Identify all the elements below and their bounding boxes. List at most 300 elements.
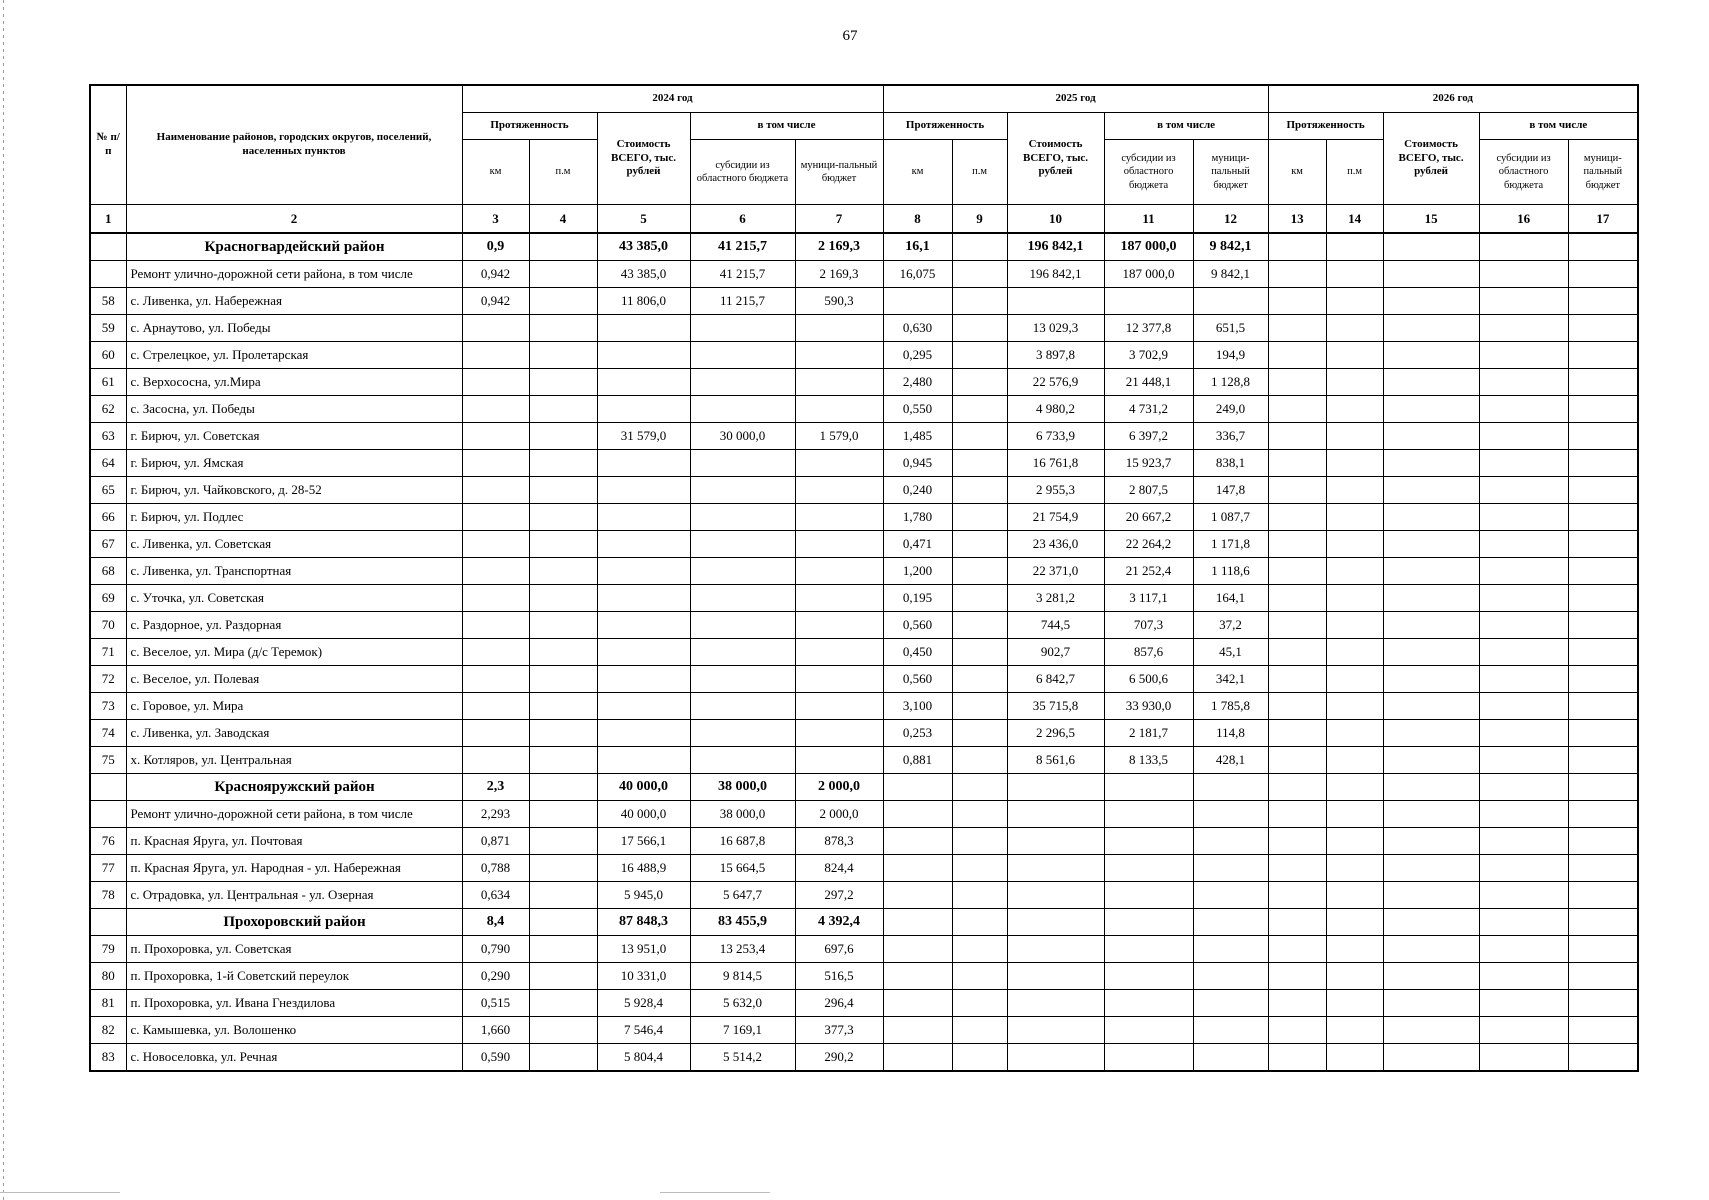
cell-value: 3,100 <box>883 693 952 720</box>
cell-value: 1,660 <box>462 1017 529 1044</box>
cell-value: 40 000,0 <box>597 801 690 828</box>
cell-value <box>795 612 883 639</box>
cell-value <box>1326 693 1383 720</box>
cell-value <box>1383 612 1479 639</box>
cell-value <box>529 720 597 747</box>
column-number: 11 <box>1104 205 1193 234</box>
cell-value <box>529 612 597 639</box>
cell-value <box>529 423 597 450</box>
cell-value: 824,4 <box>795 855 883 882</box>
row-name: Прохоровский район <box>126 909 462 936</box>
cell-value: 0,240 <box>883 477 952 504</box>
table-row <box>90 396 1638 423</box>
header-pm: п.м <box>529 140 597 205</box>
cell-value <box>597 558 690 585</box>
scan-artifact <box>660 1192 770 1193</box>
table-row <box>90 936 1638 963</box>
row-name: с. Арнаутово, ул. Победы <box>126 315 462 342</box>
cell-value <box>952 990 1007 1017</box>
cell-value <box>1479 233 1568 261</box>
row-number: 68 <box>90 558 126 585</box>
cell-value: 5 945,0 <box>597 882 690 909</box>
header-pm: п.м <box>1326 140 1383 205</box>
cell-value <box>883 855 952 882</box>
header-km: км <box>1268 140 1326 205</box>
cell-value <box>529 233 597 261</box>
cell-value <box>597 612 690 639</box>
cell-value <box>1007 990 1104 1017</box>
cell-value <box>690 693 795 720</box>
cell-value <box>1193 828 1268 855</box>
cell-value <box>1007 774 1104 801</box>
cell-value <box>1326 558 1383 585</box>
table-row <box>90 693 1638 720</box>
cell-value <box>1268 396 1326 423</box>
cell-value <box>1104 801 1193 828</box>
cell-value <box>1104 828 1193 855</box>
cell-value <box>1268 990 1326 1017</box>
cell-value <box>952 342 1007 369</box>
cell-value <box>690 342 795 369</box>
cell-value <box>795 720 883 747</box>
cell-value <box>795 693 883 720</box>
cell-value: 0,9 <box>462 233 529 261</box>
row-number: 81 <box>90 990 126 1017</box>
cell-value <box>1568 558 1638 585</box>
cell-value <box>462 504 529 531</box>
cell-value: 0,790 <box>462 936 529 963</box>
cell-value <box>529 747 597 774</box>
cell-value <box>1268 531 1326 558</box>
cell-value <box>1007 1044 1104 1072</box>
cell-value: 6 500,6 <box>1104 666 1193 693</box>
cell-value: 2,3 <box>462 774 529 801</box>
cell-value: 1 785,8 <box>1193 693 1268 720</box>
cell-value: 21 448,1 <box>1104 369 1193 396</box>
cell-value <box>952 233 1007 261</box>
road-repair-table <box>89 84 1639 1072</box>
row-name: с. Веселое, ул. Мира (д/с Теремок) <box>126 639 462 666</box>
cell-value: 33 930,0 <box>1104 693 1193 720</box>
header-length: Протяженность <box>883 113 1007 140</box>
cell-value <box>1326 261 1383 288</box>
cell-value <box>795 639 883 666</box>
cell-value: 2 296,5 <box>1007 720 1104 747</box>
cell-value <box>1193 936 1268 963</box>
cell-value <box>952 612 1007 639</box>
row-number: 64 <box>90 450 126 477</box>
cell-value: 2 169,3 <box>795 233 883 261</box>
cell-value <box>1193 990 1268 1017</box>
cell-value: 0,471 <box>883 531 952 558</box>
cell-value <box>597 477 690 504</box>
cell-value <box>952 720 1007 747</box>
cell-value <box>1268 450 1326 477</box>
header-year-2025: 2025 год <box>883 85 1268 113</box>
row-number: 67 <box>90 531 126 558</box>
row-number: 61 <box>90 369 126 396</box>
cell-value <box>1268 666 1326 693</box>
table-row <box>90 720 1638 747</box>
row-name: г. Бирюч, ул. Ямская <box>126 450 462 477</box>
cell-value: 0,253 <box>883 720 952 747</box>
cell-value <box>1193 963 1268 990</box>
cell-value <box>1383 1017 1479 1044</box>
cell-value <box>529 585 597 612</box>
cell-value <box>1268 855 1326 882</box>
cell-value <box>1007 855 1104 882</box>
cell-value: 3 702,9 <box>1104 342 1193 369</box>
cell-value <box>883 774 952 801</box>
header-km: км <box>462 140 529 205</box>
cell-value: 8 133,5 <box>1104 747 1193 774</box>
row-number <box>90 801 126 828</box>
cell-value <box>952 1044 1007 1072</box>
cell-value <box>795 666 883 693</box>
cell-value: 1,780 <box>883 504 952 531</box>
row-number: 83 <box>90 1044 126 1072</box>
cell-value <box>462 369 529 396</box>
cell-value <box>1479 693 1568 720</box>
cell-value: 9 814,5 <box>690 963 795 990</box>
cell-value: 0,550 <box>883 396 952 423</box>
cell-value: 21 252,4 <box>1104 558 1193 585</box>
cell-value <box>690 639 795 666</box>
cell-value: 21 754,9 <box>1007 504 1104 531</box>
header-length: Протяженность <box>1268 113 1383 140</box>
cell-value <box>1479 531 1568 558</box>
cell-value <box>1479 855 1568 882</box>
cell-value: 43 385,0 <box>597 261 690 288</box>
cell-value <box>1326 774 1383 801</box>
cell-value <box>952 855 1007 882</box>
page-number: 67 <box>842 28 858 44</box>
cell-value <box>1479 639 1568 666</box>
cell-value: 187 000,0 <box>1104 233 1193 261</box>
subtotal-row <box>90 801 1638 828</box>
cell-value: 838,1 <box>1193 450 1268 477</box>
cell-value <box>952 423 1007 450</box>
cell-value <box>1479 909 1568 936</box>
cell-value: 0,590 <box>462 1044 529 1072</box>
cell-value <box>462 747 529 774</box>
cell-value <box>1383 909 1479 936</box>
cell-value <box>529 288 597 315</box>
cell-value <box>1568 612 1638 639</box>
cell-value <box>1326 396 1383 423</box>
cell-value <box>529 396 597 423</box>
cell-value <box>1568 693 1638 720</box>
row-name: п. Красная Яруга, ул. Почтовая <box>126 828 462 855</box>
cell-value: 1,485 <box>883 423 952 450</box>
row-name: Ремонт улично-дорожной сети района, в том числе <box>126 801 462 828</box>
cell-value <box>795 585 883 612</box>
cell-value <box>1383 396 1479 423</box>
cell-value <box>1268 639 1326 666</box>
cell-value <box>1193 855 1268 882</box>
cell-value: 342,1 <box>1193 666 1268 693</box>
cell-value <box>1479 936 1568 963</box>
cell-value <box>597 396 690 423</box>
cell-value: 13 951,0 <box>597 936 690 963</box>
cell-value <box>1193 1044 1268 1072</box>
cell-value: 187 000,0 <box>1104 261 1193 288</box>
table-row <box>90 882 1638 909</box>
cell-value <box>462 477 529 504</box>
cell-value <box>1268 423 1326 450</box>
cell-value <box>1568 855 1638 882</box>
district-row <box>90 774 1638 801</box>
cell-value: 114,8 <box>1193 720 1268 747</box>
cell-value <box>1193 909 1268 936</box>
column-number: 13 <box>1268 205 1326 234</box>
cell-value <box>1383 990 1479 1017</box>
cell-value: 20 667,2 <box>1104 504 1193 531</box>
row-name: с. Горовое, ул. Мира <box>126 693 462 720</box>
cell-value <box>690 531 795 558</box>
cell-value <box>1568 882 1638 909</box>
cell-value <box>1383 233 1479 261</box>
table-row <box>90 558 1638 585</box>
cell-value: 0,634 <box>462 882 529 909</box>
cell-value <box>952 666 1007 693</box>
cell-value <box>1326 882 1383 909</box>
cell-value: 22 371,0 <box>1007 558 1104 585</box>
cell-value <box>1007 801 1104 828</box>
cell-value <box>1479 558 1568 585</box>
cell-value: 651,5 <box>1193 315 1268 342</box>
cell-value <box>1383 882 1479 909</box>
row-name: с. Ливенка, ул. Набережная <box>126 288 462 315</box>
cell-value <box>1568 369 1638 396</box>
table-row <box>90 990 1638 1017</box>
cell-value <box>1383 855 1479 882</box>
header-subsidies: субсидии из областного бюджета <box>690 140 795 205</box>
row-name: п. Красная Яруга, ул. Народная - ул. Набережная <box>126 855 462 882</box>
cell-value <box>1479 612 1568 639</box>
column-number: 8 <box>883 205 952 234</box>
cell-value <box>529 1044 597 1072</box>
cell-value <box>1268 963 1326 990</box>
cell-value: 0,871 <box>462 828 529 855</box>
cell-value <box>597 504 690 531</box>
cell-value: 45,1 <box>1193 639 1268 666</box>
cell-value <box>1268 315 1326 342</box>
cell-value <box>1383 450 1479 477</box>
row-number: 65 <box>90 477 126 504</box>
row-number: 77 <box>90 855 126 882</box>
cell-value <box>1104 882 1193 909</box>
column-number: 2 <box>126 205 462 234</box>
cell-value: 43 385,0 <box>597 233 690 261</box>
row-name: с. Засосна, ул. Победы <box>126 396 462 423</box>
cell-value <box>952 558 1007 585</box>
row-name: п. Прохоровка, ул. Советская <box>126 936 462 963</box>
row-number: 74 <box>90 720 126 747</box>
cell-value <box>1326 909 1383 936</box>
cell-value <box>529 855 597 882</box>
cell-value <box>690 369 795 396</box>
cell-value <box>529 369 597 396</box>
cell-value <box>1193 882 1268 909</box>
cell-value <box>1383 1044 1479 1072</box>
cell-value <box>1326 963 1383 990</box>
cell-value <box>1193 774 1268 801</box>
cell-value <box>1326 990 1383 1017</box>
cell-value <box>1479 1044 1568 1072</box>
cell-value <box>1268 288 1326 315</box>
table-row <box>90 288 1638 315</box>
cell-value: 40 000,0 <box>597 774 690 801</box>
cell-value: 3 897,8 <box>1007 342 1104 369</box>
cell-value <box>952 396 1007 423</box>
header-subsidies: субсидии из областного бюджета <box>1104 140 1193 205</box>
cell-value <box>1479 882 1568 909</box>
cell-value <box>952 585 1007 612</box>
cell-value <box>1479 450 1568 477</box>
cell-value <box>1383 558 1479 585</box>
cell-value <box>1326 531 1383 558</box>
cell-value <box>1383 342 1479 369</box>
cell-value <box>1268 720 1326 747</box>
cell-value: 5 928,4 <box>597 990 690 1017</box>
cell-value <box>952 828 1007 855</box>
cell-value <box>1383 315 1479 342</box>
cell-value <box>1383 693 1479 720</box>
row-number <box>90 261 126 288</box>
cell-value: 196 842,1 <box>1007 261 1104 288</box>
cell-value: 4 392,4 <box>795 909 883 936</box>
cell-value <box>795 477 883 504</box>
table-row <box>90 747 1638 774</box>
cell-value <box>1268 909 1326 936</box>
cell-value: 194,9 <box>1193 342 1268 369</box>
row-name: с. Новоселовка, ул. Речная <box>126 1044 462 1072</box>
subtotal-row <box>90 261 1638 288</box>
cell-value <box>1568 774 1638 801</box>
row-name: г. Бирюч, ул. Подлес <box>126 504 462 531</box>
column-number: 17 <box>1568 205 1638 234</box>
cell-value <box>1326 423 1383 450</box>
cell-value <box>529 882 597 909</box>
page-edge <box>3 0 4 1200</box>
column-number: 14 <box>1326 205 1383 234</box>
table-row <box>90 1044 1638 1072</box>
cell-value: 16 687,8 <box>690 828 795 855</box>
cell-value: 1 118,6 <box>1193 558 1268 585</box>
cell-value <box>1007 909 1104 936</box>
cell-value <box>883 828 952 855</box>
cell-value <box>952 693 1007 720</box>
cell-value <box>1268 747 1326 774</box>
header-municipal: муници-пальный бюджет <box>1193 140 1268 205</box>
cell-value <box>1268 774 1326 801</box>
cell-value <box>952 1017 1007 1044</box>
cell-value <box>1568 801 1638 828</box>
cell-value <box>1479 504 1568 531</box>
cell-value <box>1568 963 1638 990</box>
cell-value <box>1479 477 1568 504</box>
cell-value <box>529 801 597 828</box>
cell-value <box>1268 801 1326 828</box>
cell-value <box>883 288 952 315</box>
cell-value <box>795 342 883 369</box>
cell-value <box>1326 1017 1383 1044</box>
cell-value: 2,480 <box>883 369 952 396</box>
cell-value: 7 169,1 <box>690 1017 795 1044</box>
cell-value <box>1268 882 1326 909</box>
cell-value: 11 215,7 <box>690 288 795 315</box>
header-number: № п/п <box>90 85 126 205</box>
cell-value <box>1104 1017 1193 1044</box>
table-row <box>90 612 1638 639</box>
cell-value: 2 181,7 <box>1104 720 1193 747</box>
cell-value <box>1383 261 1479 288</box>
cell-value <box>529 909 597 936</box>
cell-value <box>952 315 1007 342</box>
cell-value <box>1479 261 1568 288</box>
header-row-years <box>90 85 1638 113</box>
cell-value: 590,3 <box>795 288 883 315</box>
cell-value: 697,6 <box>795 936 883 963</box>
column-number: 16 <box>1479 205 1568 234</box>
cell-value <box>597 720 690 747</box>
cell-value <box>1383 936 1479 963</box>
cell-value <box>529 558 597 585</box>
cell-value: 290,2 <box>795 1044 883 1072</box>
cell-value <box>529 450 597 477</box>
cell-value: 0,560 <box>883 666 952 693</box>
cell-value <box>529 666 597 693</box>
row-number: 73 <box>90 693 126 720</box>
row-number: 60 <box>90 342 126 369</box>
cell-value <box>1383 828 1479 855</box>
cell-value: 15 923,7 <box>1104 450 1193 477</box>
row-number: 62 <box>90 396 126 423</box>
cell-value: 31 579,0 <box>597 423 690 450</box>
cell-value: 41 215,7 <box>690 261 795 288</box>
row-name: с. Верхососна, ул.Мира <box>126 369 462 396</box>
cell-value <box>462 315 529 342</box>
cell-value <box>883 990 952 1017</box>
cell-value: 15 664,5 <box>690 855 795 882</box>
header-including: в том числе <box>690 113 883 140</box>
cell-value <box>462 585 529 612</box>
cell-value <box>952 504 1007 531</box>
cell-value: 6 397,2 <box>1104 423 1193 450</box>
cell-value <box>529 693 597 720</box>
cell-value: 0,560 <box>883 612 952 639</box>
cell-value <box>597 450 690 477</box>
row-number: 76 <box>90 828 126 855</box>
cell-value: 5 804,4 <box>597 1044 690 1072</box>
cell-value <box>1568 990 1638 1017</box>
cell-value <box>690 396 795 423</box>
cell-value: 0,295 <box>883 342 952 369</box>
cell-value <box>462 342 529 369</box>
cell-value <box>529 639 597 666</box>
cell-value <box>690 720 795 747</box>
cell-value <box>1568 315 1638 342</box>
cell-value: 41 215,7 <box>690 233 795 261</box>
cell-value <box>529 342 597 369</box>
cell-value <box>1104 288 1193 315</box>
cell-value <box>690 504 795 531</box>
cell-value <box>1326 450 1383 477</box>
cell-value <box>952 801 1007 828</box>
cell-value: 13 253,4 <box>690 936 795 963</box>
cell-value <box>1326 720 1383 747</box>
